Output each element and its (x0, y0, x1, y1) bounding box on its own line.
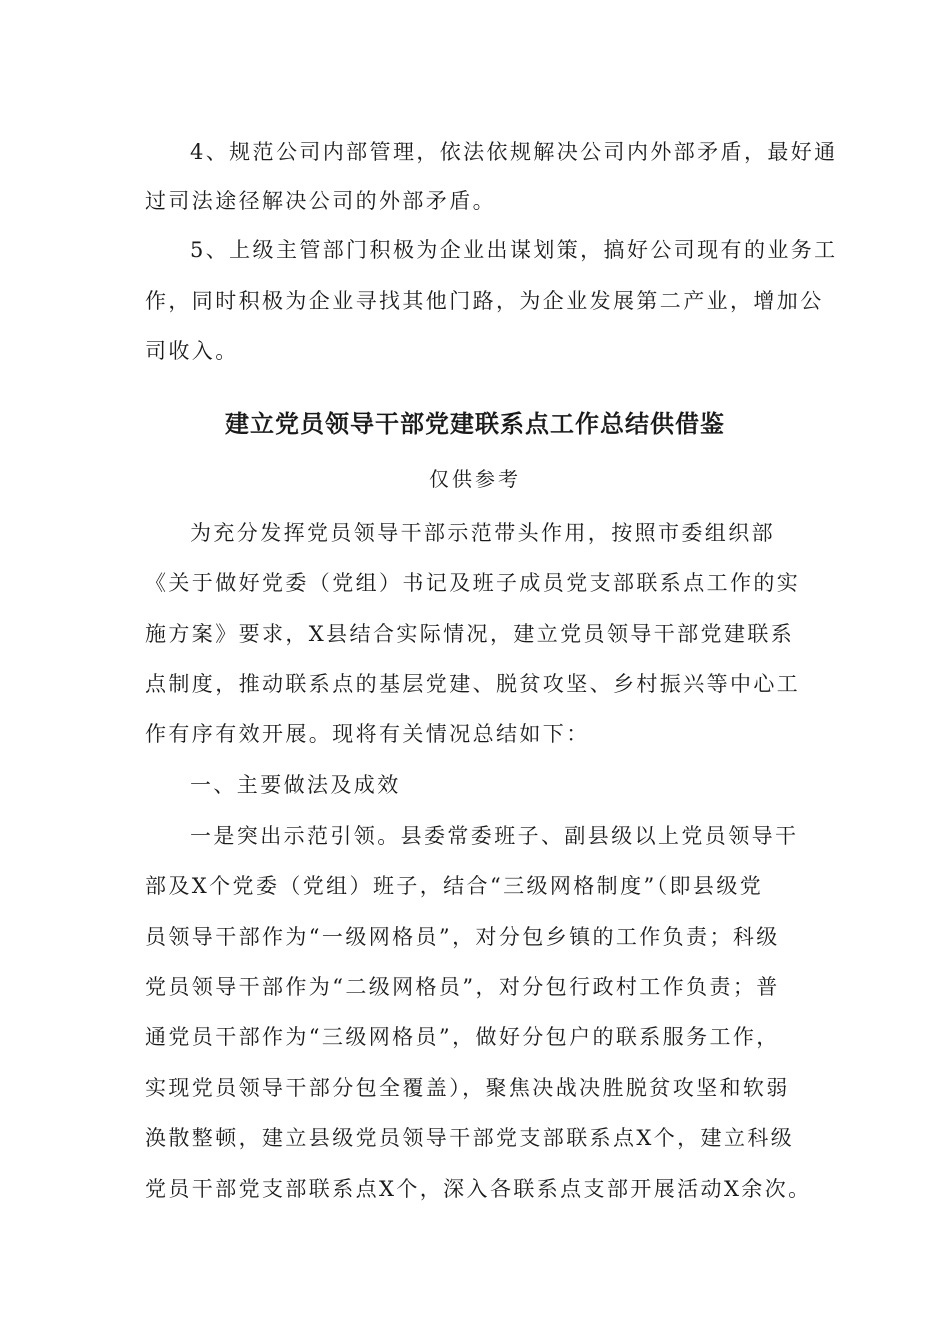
para1-line-8: 党员干部党支部联系点X个，深入各联系点支部开展活动X余次。 (145, 1177, 812, 1201)
item-4-line-2: 过司法途径解决公司的外部矛盾。 (145, 189, 496, 213)
item-5-line-1: 5、上级主管部门积极为企业出谋划策，搞好公司现有的业务工 (190, 238, 838, 262)
intro-line-3: 施方案》要求，X县结合实际情况，建立党员领导干部党建联系 (145, 622, 795, 646)
item-5-line-2: 作，同时积极为企业寻找其他门路，为企业发展第二产业，增加公 (145, 289, 824, 313)
document-title: 建立党员领导干部党建联系点工作总结供借鉴 (225, 410, 725, 438)
intro-line-5: 作有序有效开展。现将有关情况总结如下： (145, 722, 590, 746)
item-4-line-1: 4、规范公司内部管理，依法依规解决公司内外部矛盾，最好通 (190, 140, 838, 164)
para1-line-6: 实现党员领导干部分包全覆盖），聚焦决战决胜脱贫攻坚和软弱 (145, 1076, 790, 1100)
item-5-line-3: 司收入。 (145, 339, 239, 363)
para1-line-1: 一是突出示范引领。县委常委班子、副县级以上党员领导干 (190, 824, 799, 848)
intro-line-2: 《关于做好党委（党组）书记及班子成员党支部联系点工作的实 (145, 571, 801, 595)
intro-line-4: 点制度，推动联系点的基层党建、脱贫攻坚、乡村振兴等中心工 (145, 672, 801, 696)
para1-line-3: 员领导干部作为“一级网格员”，对分包乡镇的工作负责；科级 (145, 925, 780, 949)
document-subtitle: 仅供参考 (429, 467, 521, 491)
intro-line-1: 为充分发挥党员领导干部示范带头作用，按照市委组织部 (190, 521, 775, 545)
para1-line-4: 党员领导干部作为“二级网格员”，对分包行政村工作负责；普 (145, 975, 780, 999)
section-heading-1: 一、主要做法及成效 (190, 773, 401, 797)
para1-line-2: 部及X个党委（党组）班子，结合“三级网格制度”（即县级党 (145, 874, 764, 898)
para1-line-7: 涣散整顿，建立县级党员领导干部党支部联系点X个，建立科级 (145, 1126, 795, 1150)
para1-line-5: 通党员干部作为“三级网格员”，做好分包户的联系服务工作， (145, 1025, 780, 1049)
